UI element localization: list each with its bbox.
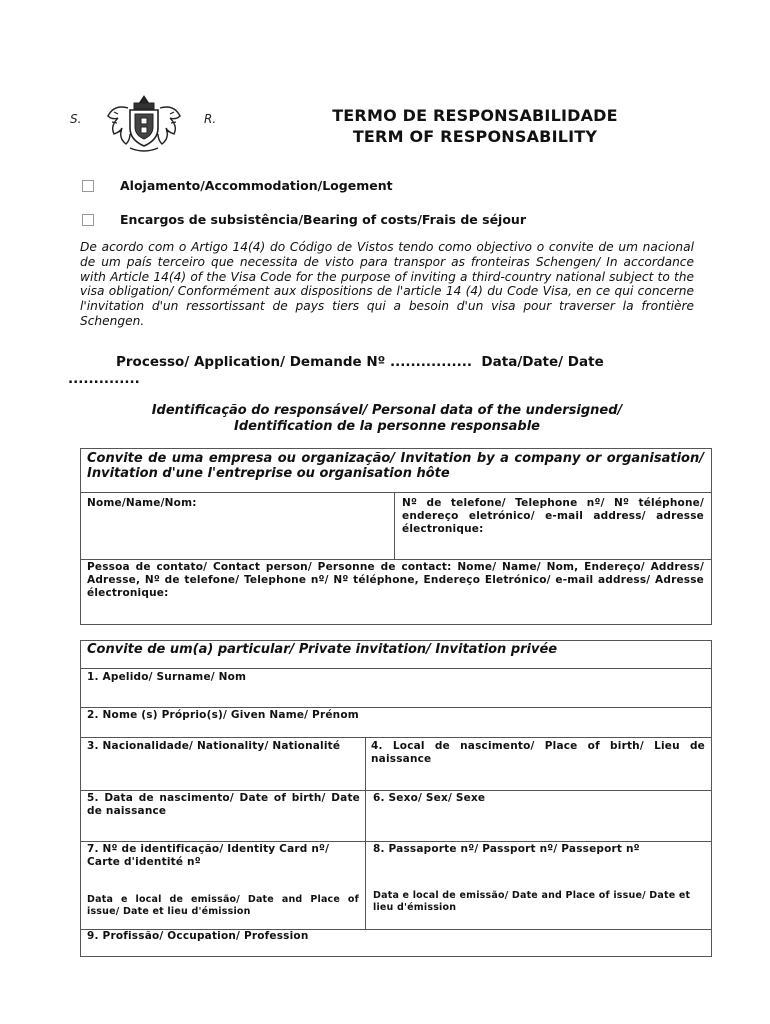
given-name-label: 2. Nome (s) Próprio(s)/ Given Name/ Prénom xyxy=(87,709,359,721)
divider xyxy=(80,707,712,708)
divider xyxy=(365,737,366,930)
divider xyxy=(80,492,712,493)
costs-label: Encargos de subsistência/Bearing of costs/Frais de séjour xyxy=(120,212,526,227)
identity-issue-label: Data e local de emissão/ Date and Place of issue/ Date et lieu d'émission xyxy=(87,894,359,917)
process-line: Processo/ Application/ Demande Nº ................ Data/Date/ Date xyxy=(116,354,604,370)
company-name-label: Nome/Name/Nom: xyxy=(87,497,197,509)
passport-issue-label: Data e local de emissão/ Date and Place of issue/ Date et lieu d'émission xyxy=(373,890,691,913)
divider xyxy=(394,492,395,559)
page-title: TERMO DE RESPONSABILIDADE xyxy=(332,106,618,125)
identity-card-label: 7. Nº de identificação/ Identity Card nº/ Carte d'identité nº xyxy=(87,843,330,868)
birth-place-label: 4. Local de nascimento/ Place of birth/ Lieu de naissance xyxy=(371,740,705,765)
divider xyxy=(80,559,712,560)
costs-checkbox[interactable] xyxy=(82,214,94,226)
identification-heading-1: Identificação do responsável/ Personal data of the undersigned/ xyxy=(151,403,623,418)
surname-label: 1. Apelido/ Surname/ Nom xyxy=(87,671,247,683)
intro-paragraph: De acordo com o Artigo 14(4) do Código de Vistos tendo como objectivo o convite de um nacional de um país terceiro que necessita de visto para transpor as fronteiras Schengen/ In accordance with Article 14(4) of the Visa Code for the purpose of inviting a third-country national subject to the visa obligation/ Conformément aux dispositions de l'article 14 (4) du Code Visa, en ce qui concerne l'invitation d'un ressortissant de pays tiers qui a besoin d'un visa pour traverser la frontière Schengen. xyxy=(80,240,694,328)
sex-label: 6. Sexo/ Sex/ Sexe xyxy=(373,792,486,804)
divider xyxy=(80,790,712,791)
accommodation-checkbox[interactable] xyxy=(82,180,94,192)
divider xyxy=(80,737,712,738)
company-phone-label: Nº de telefone/ Telephone nº/ Nº téléphone/ endereço eletrónico/ e-mail address/ adresse électronique: xyxy=(402,497,704,535)
coat-of-arms-icon xyxy=(100,92,188,154)
page-subtitle: TERM OF RESPONSABILITY xyxy=(352,127,598,146)
process-continuation: .............. xyxy=(68,371,140,387)
divider xyxy=(80,668,712,669)
nationality-label: 3. Nacionalidade/ Nationality/ Nationalité xyxy=(87,740,341,752)
header-left-letter: S. xyxy=(70,112,82,126)
birth-date-label: 5. Data de nascimento/ Date of birth/ Date de naissance xyxy=(87,792,360,817)
header-right-letter: R. xyxy=(204,112,217,126)
company-contact-label: Pessoa de contato/ Contact person/ Personne de contact: Nome/ Name/ Nom, Endereço/ Address/ Adresse, Nº de telefone/ Telephone nº/ Nº téléphone, Endereço Eletrónico/ e-mail address/ Adresse électronique: xyxy=(87,561,704,599)
divider xyxy=(80,841,712,842)
identification-heading-2: Identification de la personne responsable xyxy=(234,419,540,434)
company-header: Convite de uma empresa ou organização/ Invitation by a company or organisation/ Invitation d'une l'entreprise ou organisation hôte xyxy=(87,451,704,481)
private-header: Convite de um(a) particular/ Private invitation/ Invitation privée xyxy=(87,642,558,657)
accommodation-label: Alojamento/Accommodation/Logement xyxy=(120,178,393,193)
passport-label: 8. Passaporte nº/ Passport nº/ Passeport nº xyxy=(373,843,640,855)
occupation-label: 9. Profissão/ Occupation/ Profession xyxy=(87,930,309,942)
